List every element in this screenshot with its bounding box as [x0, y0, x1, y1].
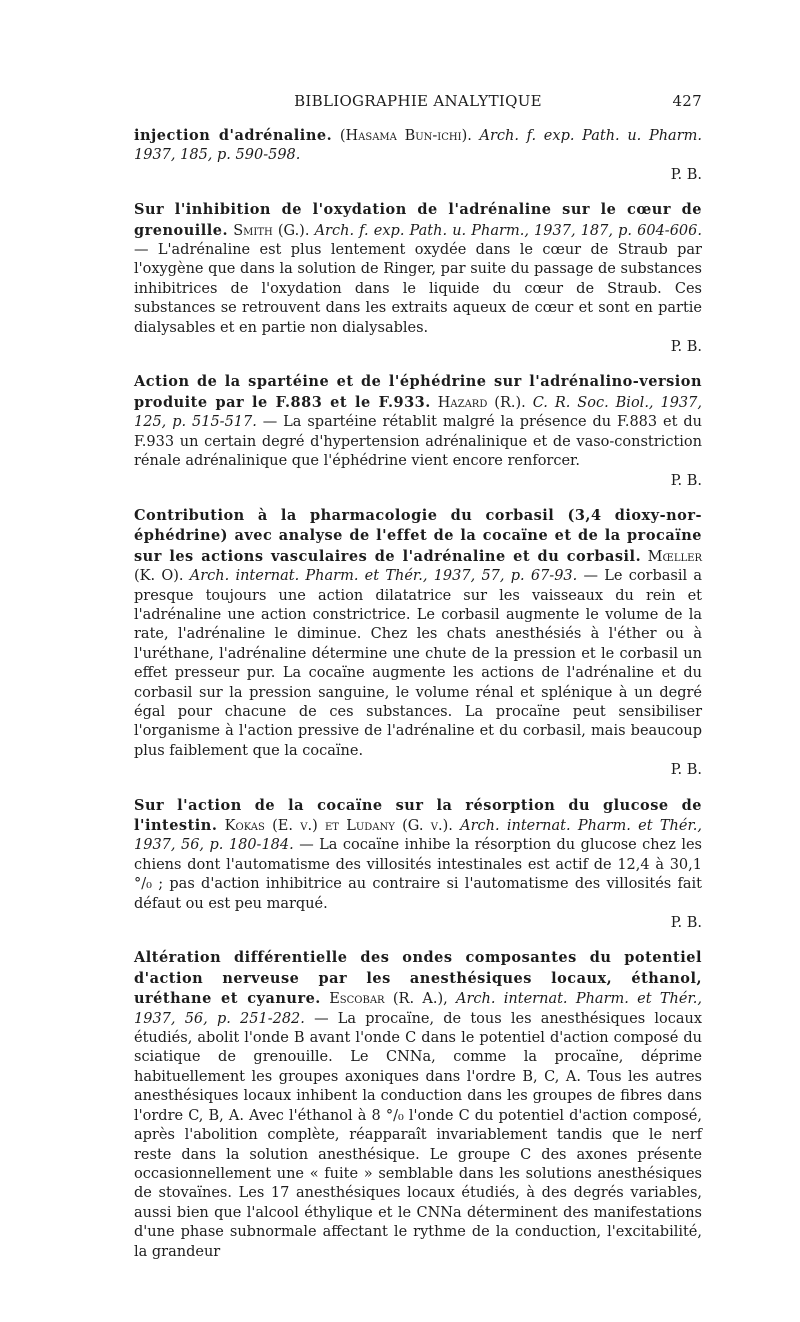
entry-signature: P. B. [670, 915, 702, 932]
entry-title: Altération différentielle des ondes composantes du potentiel d'action nerveuse par les anesthésiques locaux, éthanol, uréthane et cyanure. [134, 949, 702, 1008]
running-head [134, 92, 702, 114]
entry-signature: P. B. [670, 339, 702, 356]
entry-2 [134, 200, 702, 357]
entry-authors: Smith (G.). [233, 222, 310, 239]
entry-authors: (Hasama Bun-ichi). [339, 128, 472, 144]
entry-authors: Mœller (K. O). [134, 548, 703, 585]
entry-signature: P. B. [670, 472, 702, 489]
entry-title: injection d'adrénaline. [134, 127, 333, 144]
entry-title: Contribution à la pharmacologie du corbasil (3,4 dioxy-nor-éphédrine) avec analyse de l'effet de la cocaïne et de la procaïne sur les actions vasculaires de l'adrénaline et du corbasil. [134, 506, 702, 565]
entry-citation: C. R. Soc. Biol., 1937, 125, p. 515-517. [134, 394, 702, 431]
entry-signature: P. B. [670, 166, 702, 183]
page-number: 427 [672, 92, 702, 110]
entry-citation: Arch. f. exp. Path. u. Pharm. 1937, 185, p. 590-598. [134, 128, 702, 164]
running-title: BIBLIOGRAPHIE ANALYTIQUE [294, 92, 542, 110]
entry-4 [134, 506, 702, 781]
text-body [134, 126, 702, 1277]
entry-citation: Arch. internat. Pharm. et Thér., 1937, 57, p. 67-93. [183, 568, 578, 585]
entry-title: Sur l'inhibition de l'oxydation de l'adrénaline sur le cœur de grenouille. [134, 201, 702, 239]
entry-title: Sur l'action de la cocaïne sur la résorption du glucose de l'intestin. [134, 796, 702, 834]
entry-6 [134, 948, 702, 1262]
entry-citation: Arch. internat. Pharm. et Thér., 1937, 56, p. 180-184. [134, 818, 703, 854]
entry-text: — La procaïne, de tous les anesthésiques locaux étudiés, abolit l'onde B avant l'onde C dans le potentiel d'action composé du sciatique de grenouille. Le CNNa, comme la procaïne, déprime habituellement les groupes axoniques dans l'ordre B, C, A. Tous les autres anesthésiques locaux inhibent la conduction dans les groupes de fibres dans l'ordre C, B, A. Avec l'éthanol à 8 °/₀ l'onde C du potentiel d'action composé, après l'abolition complète, réapparaît invariablement tandis que le nerf reste dans la solution anesthésique. Le groupe C des axones présente occasionnellement une « fuite » semblable dans les solutions anesthésiques de stovaïnes. Les 17 anesthésiques locaux étudiés, à des degrés variables, aussi bien que l'alcool éthylique et le CNNa déterminent des manifestations d'une phase subnormale affectant le rythme de la conduction, l'excitabilité, la grandeur [134, 1010, 702, 1260]
entry-text: — L'adrénaline est plus lentement oxydée dans le cœur de Straub par l'oxygène que dans la solution de Ringer, par suite du passage de substances inhibitrices de l'oxydation dans le liquide du cœur de Straub. Ces substances se retrouvent dans les extraits aqueux de cœur et sont en partie dialysables et en partie non dialysables. [134, 242, 702, 336]
entry-text: — Le corbasil a presque toujours une action dilatatrice sur les vaisseaux du rein et l'adrénaline une action constrictrice. Le corbasil augmente le volume de la rate, l'adrénaline le diminue. Chez les chats anesthésiés à l'éther ou à l'uréthane, l'adrénaline détermine une chute de la pression et le corbasil un effet presseur pur. La cocaïne augmente les actions de l'adrénaline et du corbasil sur la pression sanguine, le volume rénal et splénique à un degré égal pour chacune de ces substances. La procaïne peut sensibiliser l'organisme à l'action pressive de l'adrénaline et du corbasil, mais beaucoup plus faiblement que la cocaïne. [134, 568, 702, 759]
entry-text: — La spartéine rétablit malgré la présence du F.883 et du F.933 un certain degré d'hypertension adrénalinique et de vaso-constriction rénale adrénalinique que l'éphédrine vient encore renforcer. [134, 414, 702, 470]
entry-5 [134, 796, 702, 934]
entry-authors: Hazard (R.). [437, 394, 526, 411]
entry-authors: Kokas (E. v.) et Ludany (G. v.). [224, 818, 453, 834]
entry-1 [134, 126, 702, 185]
entry-citation: Arch. internat. Pharm. et Thér., 1937, 56, p. 251-282. [134, 991, 703, 1027]
entry-3 [134, 372, 702, 490]
entry-title: Action de la spartéine et de l'éphédrine sur l'adrénalino-version produite par le F.883 et le F.933. [134, 373, 702, 411]
entry-text: — La cocaïne inhibe la résorption du glucose chez les chiens dont l'automatisme des villosités intestinales est actif de 12,4 à 30,1 °/₀ ; pas d'action inhibitrice au contraire si l'automatisme des villosités fait défaut ou est peu marqué. [134, 837, 702, 912]
entry-citation: Arch. f. exp. Path. u. Pharm., 1937, 187, p. 604-606. [309, 222, 702, 239]
entry-authors: Escobar (R. A.), [329, 991, 448, 1008]
entry-signature: P. B. [670, 762, 702, 779]
